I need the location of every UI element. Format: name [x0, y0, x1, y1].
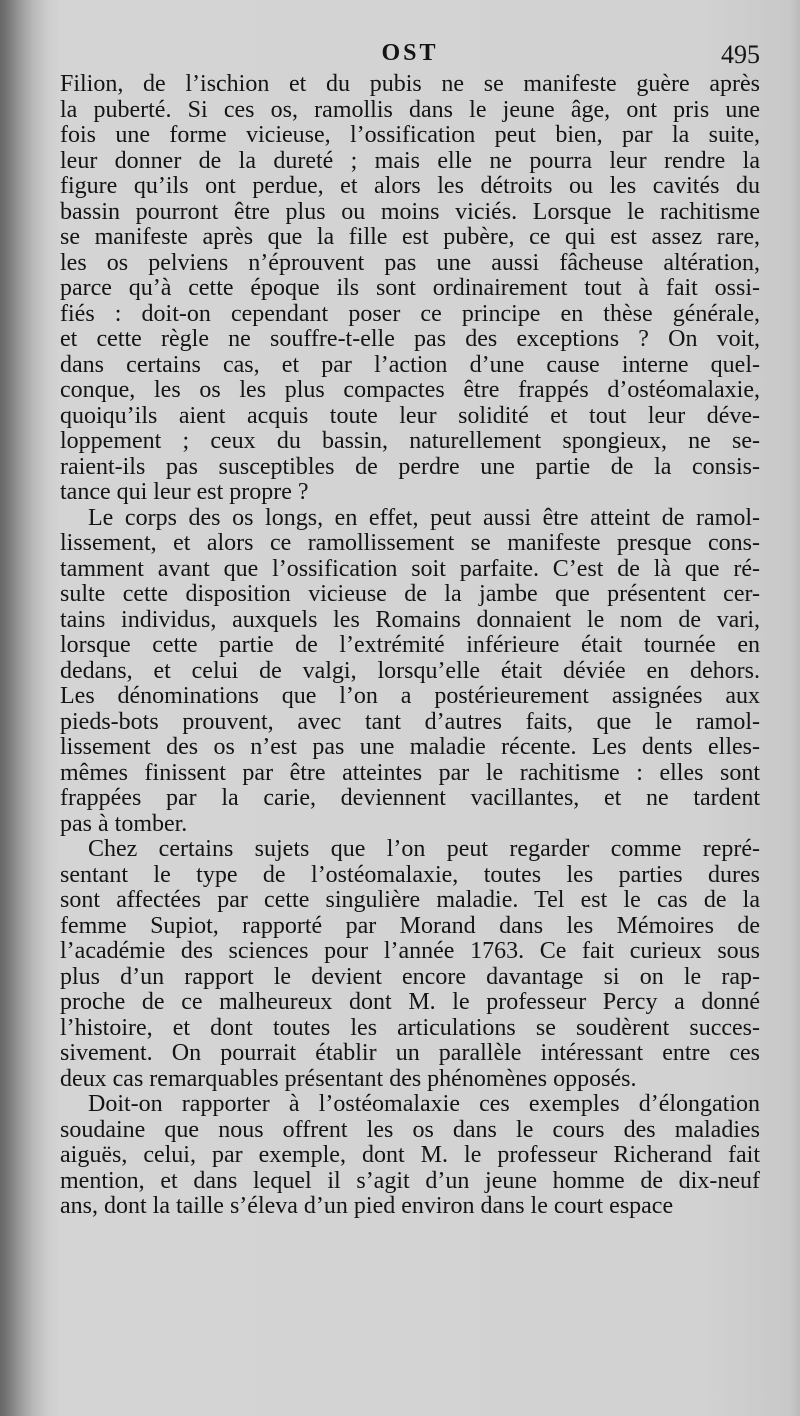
text-line: conque, les os les plus compactes être frappés d’ostéomalaxie, — [60, 378, 760, 403]
text-line: les os pelviens n’éprouvent pas une aussi fâcheuse altération, — [60, 250, 760, 276]
text-line: proche de ce malheureux dont M. le professeur Percy a donné — [60, 990, 760, 1015]
text-line: frappées par la carie, deviennent vacillantes, et ne tardent — [60, 786, 760, 811]
text-line: parce qu’à cette époque ils sont ordinairement tout à fait ossi- — [60, 276, 760, 301]
text-line: dans certains cas, et par l’action d’une cause interne quel- — [60, 352, 760, 378]
text-line: aiguës, celui, par exemple, dont M. le professeur Richerand fait — [60, 1143, 760, 1168]
text-line: Chez certains sujets que l’on peut regarder comme repré- — [88, 837, 760, 862]
text-line: lissement des os n’est pas une maladie récente. Les dents elles- — [60, 735, 760, 760]
page-number: 495 — [721, 40, 760, 69]
text-line: Les dénominations que l’on a postérieurement assignées aux — [60, 684, 760, 709]
running-title: OST — [381, 40, 439, 66]
spine-shadow — [0, 0, 48, 1416]
running-head — [60, 38, 760, 74]
text-line: ans, dont la taille s’éleva d’un pied environ dans le court espace — [60, 1194, 674, 1219]
text-line: femme Supiot, rapporté par Morand dans les Mémoires de — [60, 913, 760, 939]
text-line: Filion, de l’ischion et du pubis ne se manifeste guère après — [60, 72, 760, 97]
text-line: et cette règle ne souffre-t-elle pas des exceptions ? On voit, — [60, 327, 760, 352]
text-line: mêmes finissent par être atteintes par le rachitisme : elles sont — [60, 760, 760, 786]
paragraph — [60, 1092, 760, 1220]
paragraph — [60, 506, 760, 838]
text-line: lissement, et alors ce ramollissement se manifeste presque cons- — [60, 531, 760, 556]
text-line: pas à tomber. — [60, 811, 188, 837]
text-line: mention, et dans lequel il s’agit d’un jeune homme de dix-neuf — [60, 1168, 760, 1194]
text-line: quoiqu’ils aient acquis toute leur solidité et tout leur déve- — [60, 403, 760, 429]
paragraph — [60, 72, 760, 506]
text-line: sulte cette disposition vicieuse de la jambe que présentent cer- — [60, 582, 760, 607]
text-line: fois une forme vicieuse, l’ossification peut bien, par la suite, — [60, 123, 760, 148]
text-line: raient-ils pas susceptibles de perdre une partie de la consis- — [60, 454, 760, 480]
text-line: Doit-on rapporter à l’ostéomalaxie ces exemples d’élongation — [88, 1092, 760, 1117]
text-line: tamment avant que l’ossification soit parfaite. C’est de là que ré- — [60, 556, 760, 582]
text-line: dedans, et celui de valgi, lorsqu’elle était déviée en dehors. — [60, 658, 760, 684]
text-line: soudaine que nous offrent les os dans le cours des maladies — [60, 1117, 760, 1143]
text-line: lorsque cette partie de l’extrémité inférieure était tournée en — [60, 633, 760, 658]
text-line: plus d’un rapport le devient encore davantage si on le rap- — [60, 964, 760, 990]
text-line: l’académie des sciences pour l’année 1763. Ce fait curieux sous — [60, 939, 760, 964]
text-line: bassin pourront être plus ou moins viciés. Lorsque le rachitisme — [60, 199, 760, 225]
body-text — [60, 72, 760, 1220]
text-line: Le corps des os longs, en effet, peut aussi être atteint de ramol- — [88, 505, 760, 531]
text-line: tains individus, auxquels les Romains donnaient le nom de vari, — [60, 607, 760, 633]
text-line: loppement ; ceux du bassin, naturellement spongieux, ne se- — [60, 429, 760, 454]
text-line: sentant le type de l’ostéomalaxie, toutes les parties dures — [60, 862, 760, 888]
text-line: tance qui leur est propre ? — [60, 480, 309, 505]
text-line: fiés : doit-on cependant poser ce principe en thèse générale, — [60, 301, 760, 327]
text-line: l’histoire, et dont toutes les articulations se soudèrent succes- — [60, 1015, 760, 1041]
text-line: sont affectées par cette singulière maladie. Tel est le cas de la — [60, 888, 760, 913]
paragraph — [60, 837, 760, 1092]
text-line: sivement. On pourrait établir un parallèle intéressant entre ces — [60, 1041, 760, 1066]
text-line: se manifeste après que la fille est pubère, ce qui est assez rare, — [60, 225, 760, 250]
text-line: leur donner de la dureté ; mais elle ne pourra leur rendre la — [60, 148, 760, 174]
text-line: figure qu’ils ont perdue, et alors les détroits ou les cavités du — [60, 174, 760, 199]
text-line: deux cas remarquables présentant des phénomènes opposés. — [60, 1066, 637, 1092]
text-line: pieds-bots prouvent, avec tant d’autres faits, que le ramol- — [60, 709, 760, 735]
text-line: la puberté. Si ces os, ramollis dans le jeune âge, ont pris une — [60, 97, 760, 123]
